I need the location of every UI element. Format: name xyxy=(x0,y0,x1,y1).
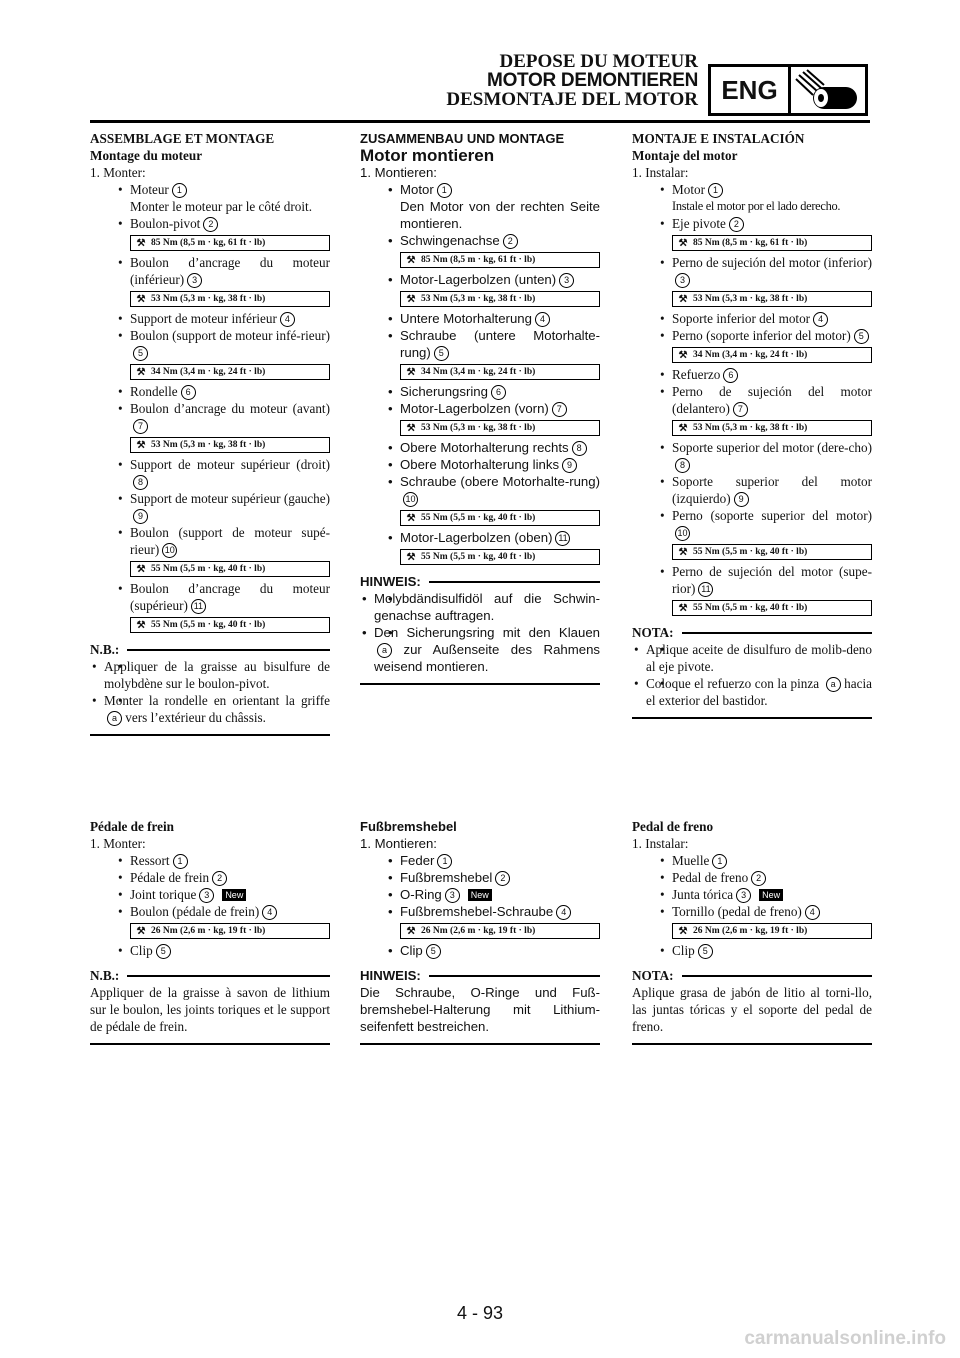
wrench-icon: ⚒ xyxy=(406,293,416,305)
list-item: • Motor-Lagerbolzen (oben) 11 xyxy=(360,529,600,546)
wrench-icon: ⚒ xyxy=(678,422,688,434)
torque-spec: ⚒ 55 Nm (5,5 m · kg, 40 ft · lb) xyxy=(130,561,330,577)
list-item: • Pédale de frein 2 xyxy=(90,869,330,886)
torque-spec: ⚒ 85 Nm (8,5 m · kg, 61 ft · lb) xyxy=(672,235,872,251)
wrench-icon: ⚒ xyxy=(678,293,688,305)
note-box xyxy=(360,573,600,685)
wrench-icon: ⚒ xyxy=(678,349,688,361)
torque-spec: ⚒ 55 Nm (5,5 m · kg, 40 ft · lb) xyxy=(130,617,330,633)
list-item: • Moteur 1 xyxy=(90,181,330,198)
list-item: • Boulon d’ancrage du moteur (inférieur) 3 xyxy=(90,254,330,288)
list-item: • Perno (soporte superior del motor)10 xyxy=(632,507,872,541)
note-title: HINWEIS: xyxy=(360,574,421,589)
list-item: • Soporte superior del motor (izquierdo) 9 xyxy=(632,473,872,507)
torque-spec: ⚒ 53 Nm (5,3 m · kg, 38 ft · lb) xyxy=(672,420,872,436)
list-item: • Perno de sujeción del motor (supe-rior) 11 xyxy=(632,563,872,597)
list-item: • Support de moteur supérieur (gauche)9 xyxy=(90,490,330,524)
torque-spec: ⚒ 26 Nm (2,6 m · kg, 19 ft · lb) xyxy=(400,923,600,939)
list-item: • Soporte inferior del motor 4 xyxy=(632,310,872,327)
section-subtitle: Motor montieren xyxy=(360,146,495,165)
wrench-icon: ⚒ xyxy=(136,925,146,937)
header-rule xyxy=(90,120,870,123)
torque-spec: ⚒ 55 Nm (5,5 m · kg, 40 ft · lb) xyxy=(672,544,872,560)
torque-spec: ⚒ 55 Nm (5,5 m · kg, 40 ft · lb) xyxy=(400,510,600,526)
note-title: NOTA: xyxy=(632,968,674,983)
new-badge: New xyxy=(759,889,783,901)
list-item: • Fußbremshebel 2 xyxy=(360,869,600,886)
list-item: • Boulon-pivot 2 xyxy=(90,215,330,232)
note-item: • • Monter la rondelle en orientant la griffe a vers l’extérieur du châssis. xyxy=(90,692,330,726)
wrench-icon: ⚒ xyxy=(406,366,416,378)
item-detail: Den Motor von der rechten Seite montieren. xyxy=(400,199,600,231)
torque-spec: ⚒ 85 Nm (8,5 m · kg, 61 ft · lb) xyxy=(130,235,330,251)
list-item: • Clip 5 xyxy=(632,942,872,959)
column-de-engine xyxy=(360,130,600,685)
note-item: • • Molybdändisulfidöl auf die Schwin-genachse auftragen. xyxy=(360,590,600,624)
engine-icon xyxy=(791,67,865,113)
wrench-icon: ⚒ xyxy=(678,546,688,558)
wrench-icon: ⚒ xyxy=(136,237,146,249)
wrench-icon: ⚒ xyxy=(678,602,688,614)
section-title: Pédale de frein xyxy=(90,819,174,834)
item-detail: Monter le moteur par le côté droit. xyxy=(130,199,312,214)
list-item: • Schwingenachse 2 xyxy=(360,232,600,249)
torque-spec: ⚒ 34 Nm (3,4 m · kg, 24 ft · lb) xyxy=(400,364,600,380)
wrench-icon: ⚒ xyxy=(406,551,416,563)
list-item: • Support de moteur inférieur 4 xyxy=(90,310,330,327)
list-item: • Perno de sujeción del motor (delantero) 7 xyxy=(632,383,872,417)
list-item: • Junta tórica 3 New xyxy=(632,886,872,903)
wrench-icon: ⚒ xyxy=(406,422,416,434)
wrench-icon: ⚒ xyxy=(406,254,416,266)
column-es-engine xyxy=(632,130,872,719)
torque-spec: ⚒ 55 Nm (5,5 m · kg, 40 ft · lb) xyxy=(400,549,600,565)
header-title-fr: DEPOSE DU MOTEUR xyxy=(499,51,698,72)
section-title: ZUSAMMENBAU UND MONTAGE xyxy=(360,131,565,146)
torque-spec: ⚒ 85 Nm (8,5 m · kg, 61 ft · lb) xyxy=(400,252,600,268)
list-item: • Tornillo (pedal de freno) 4 xyxy=(632,903,872,920)
note-text: Die Schraube, O-Ringe und Fuß-bremshebel-Halterung mit Lithium-seifenfett bestreichen. xyxy=(360,985,600,1034)
section-subtitle: Montaje del motor xyxy=(632,148,738,163)
list-item: • Boulon (pédale de frein) 4 xyxy=(90,903,330,920)
list-item: • Motor 1 xyxy=(360,181,600,198)
step: 1. Instalar: xyxy=(632,165,689,180)
list-item: • Eje pivote 2 xyxy=(632,215,872,232)
note-title: N.B.: xyxy=(90,968,120,983)
list-item: • Rondelle 6 xyxy=(90,383,330,400)
list-item: • Motor 1 xyxy=(632,181,872,198)
step: 1. Montieren: xyxy=(360,836,437,851)
list-item: • Soporte superior del motor (dere-cho)8 xyxy=(632,439,872,473)
page-number: 4 - 93 xyxy=(456,1303,504,1323)
torque-spec: ⚒ 53 Nm (5,3 m · kg, 38 ft · lb) xyxy=(400,291,600,307)
note-title: N.B.: xyxy=(90,642,120,657)
list-item: • Untere Motorhalterung 4 xyxy=(360,310,600,327)
wrench-icon: ⚒ xyxy=(136,563,146,575)
wrench-icon: ⚒ xyxy=(136,366,146,378)
wrench-icon: ⚒ xyxy=(678,237,688,249)
list-item: • Schraube (untere Motorhalte-rung) 5 xyxy=(360,327,600,361)
list-item: • Muelle 1 xyxy=(632,852,872,869)
note-title: NOTA: xyxy=(632,625,674,640)
list-item: • Support de moteur supérieur (droit)8 xyxy=(90,456,330,490)
list-item: • Perno (soporte inferior del motor) 5 xyxy=(632,327,872,344)
list-item: • Feder 1 xyxy=(360,852,600,869)
torque-spec: ⚒ 53 Nm (5,3 m · kg, 38 ft · lb) xyxy=(130,291,330,307)
torque-spec: ⚒ 34 Nm (3,4 m · kg, 24 ft · lb) xyxy=(672,347,872,363)
torque-spec: ⚒ 53 Nm (5,3 m · kg, 38 ft · lb) xyxy=(130,437,330,453)
list-item: • Fußbremshebel-Schraube 4 xyxy=(360,903,600,920)
section-title: Fußbremshebel xyxy=(360,819,457,834)
new-badge: New xyxy=(468,889,492,901)
note-box xyxy=(632,624,872,719)
step: 1. Montieren: xyxy=(360,165,437,180)
step: 1. Monter: xyxy=(90,836,146,851)
wrench-icon: ⚒ xyxy=(406,925,416,937)
note-box xyxy=(632,967,872,1045)
column-fr-engine xyxy=(90,130,330,736)
column-fr-brake xyxy=(90,818,330,1045)
note-item: • • Appliquer de la graisse au bisulfure de molybdène sur le boulon-pivot. xyxy=(90,658,330,692)
wrench-icon: ⚒ xyxy=(136,619,146,631)
list-item: • Obere Motorhalterung links 9 xyxy=(360,456,600,473)
note-box xyxy=(90,967,330,1045)
wrench-icon: ⚒ xyxy=(678,925,688,937)
list-item: • Joint torique 3 New xyxy=(90,886,330,903)
step: 1. Instalar: xyxy=(632,836,689,851)
list-item: • Boulon (support de moteur infé-rieur)5 xyxy=(90,327,330,361)
list-item: • Schraube (obere Motorhalte-rung)10 xyxy=(360,473,600,507)
list-item: • Ressort 1 xyxy=(90,852,330,869)
new-badge: New xyxy=(222,889,246,901)
note-item: • • Aplique aceite de disulfuro de molib-deno al eje pivote. xyxy=(632,641,872,675)
header-title-de: MOTOR DEMONTIEREN xyxy=(487,70,698,91)
note-item: • • Coloque el refuerzo con la pinza a hacia el exterior del bastidor. xyxy=(632,675,872,709)
note-box xyxy=(90,641,330,736)
list-item: • Perno de sujeción del motor (inferior)3 xyxy=(632,254,872,288)
section-badge xyxy=(708,64,868,116)
list-item: • Clip 5 xyxy=(360,942,600,959)
wrench-icon: ⚒ xyxy=(136,293,146,305)
note-title: HINWEIS: xyxy=(360,968,421,983)
list-item: • Refuerzo 6 xyxy=(632,366,872,383)
note-item: • • Den Sicherungsring mit den Klauen a zur Außenseite des Rahmens weisend montieren. xyxy=(360,624,600,675)
list-item: • Clip 5 xyxy=(90,942,330,959)
list-item: • Boulon d’ancrage du moteur (avant)7 xyxy=(90,400,330,434)
list-item: • Motor-Lagerbolzen (unten) 3 xyxy=(360,271,600,288)
torque-spec: ⚒ 34 Nm (3,4 m · kg, 24 ft · lb) xyxy=(130,364,330,380)
list-item: • Obere Motorhalterung rechts 8 xyxy=(360,439,600,456)
column-de-brake xyxy=(360,818,600,1045)
list-item: • Pedal de freno 2 xyxy=(632,869,872,886)
wrench-icon: ⚒ xyxy=(136,439,146,451)
list-item: • Boulon (support de moteur supé-rieur) 10 xyxy=(90,524,330,558)
list-item: • Boulon d’ancrage du moteur (supérieur) 11 xyxy=(90,580,330,614)
torque-spec: ⚒ 53 Nm (5,3 m · kg, 38 ft · lb) xyxy=(672,291,872,307)
list-item: • Motor-Lagerbolzen (vorn) 7 xyxy=(360,400,600,417)
page-header xyxy=(446,52,698,109)
header-title-es: DESMONTAJE DEL MOTOR xyxy=(446,89,698,110)
note-text: Aplique grasa de jabón de litio al torni-llo, las juntas tóricas y el soporte del pedal de freno. xyxy=(632,985,872,1034)
section-subtitle: Montage du moteur xyxy=(90,148,203,163)
item-detail: Instale el motor por el lado derecho. xyxy=(672,199,841,213)
note-box xyxy=(360,967,600,1045)
list-item: • O-Ring 3 New xyxy=(360,886,600,903)
torque-spec: ⚒ 26 Nm (2,6 m · kg, 19 ft · lb) xyxy=(130,923,330,939)
column-es-brake xyxy=(632,818,872,1045)
wrench-icon: ⚒ xyxy=(406,512,416,524)
section-title: MONTAJE E INSTALACIÓN xyxy=(632,131,805,146)
torque-spec: ⚒ 55 Nm (5,5 m · kg, 40 ft · lb) xyxy=(672,600,872,616)
note-text: Appliquer de la graisse à savon de lithium sur le boulon, les joints toriques et le support de pédale de frein. xyxy=(90,985,330,1034)
badge-label: ENG xyxy=(711,67,791,113)
step: 1. Monter: xyxy=(90,165,146,180)
list-item: • Sicherungsring 6 xyxy=(360,383,600,400)
torque-spec: ⚒ 26 Nm (2,6 m · kg, 19 ft · lb) xyxy=(672,923,872,939)
torque-spec: ⚒ 53 Nm (5,3 m · kg, 38 ft · lb) xyxy=(400,420,600,436)
section-title: Pedal de freno xyxy=(632,819,714,834)
section-title: ASSEMBLAGE ET MONTAGE xyxy=(90,131,275,146)
watermark: carmanualsonline.info xyxy=(744,1328,946,1349)
